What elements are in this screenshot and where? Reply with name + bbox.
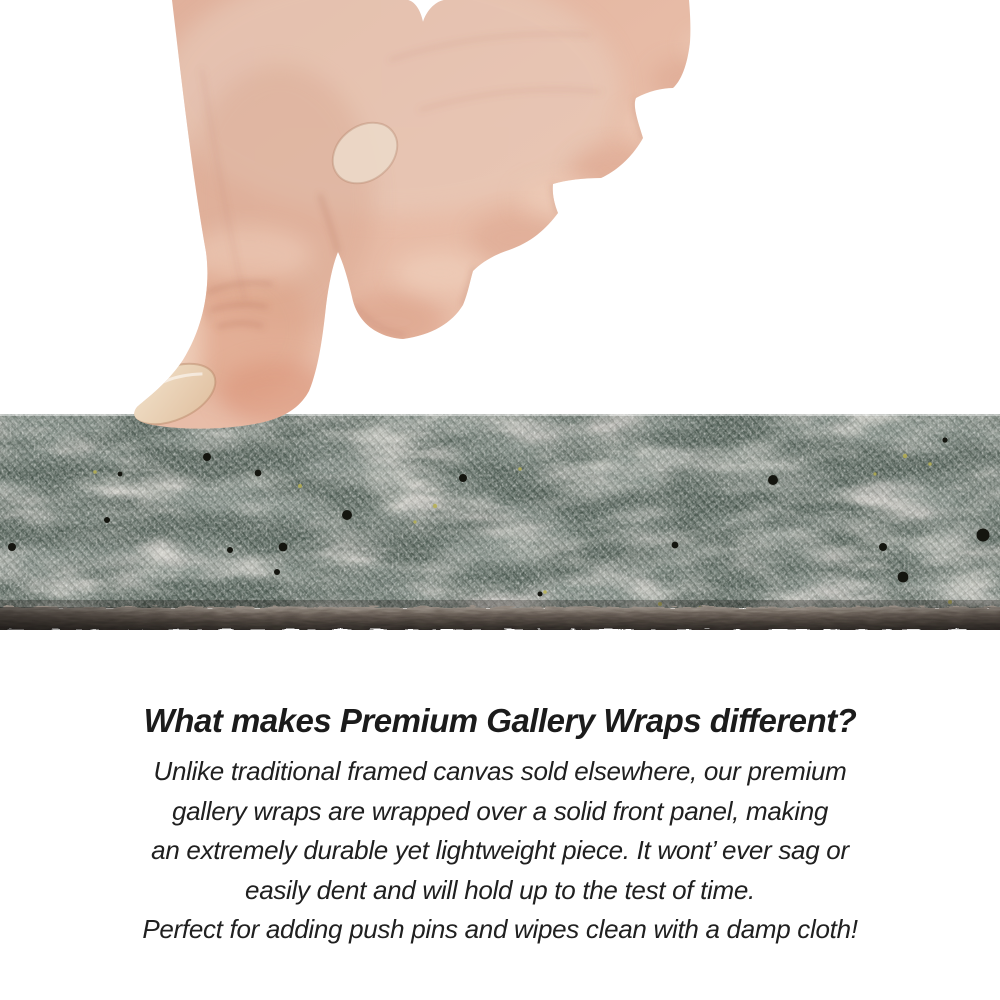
page-title: What makes Premium Gallery Wraps different? [143, 702, 857, 739]
body-line: Unlike traditional framed canvas sold elsewhere, our premium [153, 756, 847, 786]
canvas-strip-texture [0, 414, 1000, 630]
body-line: Perfect for adding push pins and wipes clean with a damp cloth! [142, 914, 858, 944]
hand-thumb-press-illustration [90, 0, 710, 434]
marketing-copy [0, 700, 1000, 950]
hand-photo [90, 0, 710, 434]
body-line: gallery wraps are wrapped over a solid front panel, making [171, 795, 829, 826]
body-line: easily dent and will hold up to the test of time. [245, 874, 755, 905]
body-line: an extremely durable yet lightweight piece. It wont’ ever sag or [151, 835, 849, 865]
canvas-strip-photo [0, 414, 1000, 630]
